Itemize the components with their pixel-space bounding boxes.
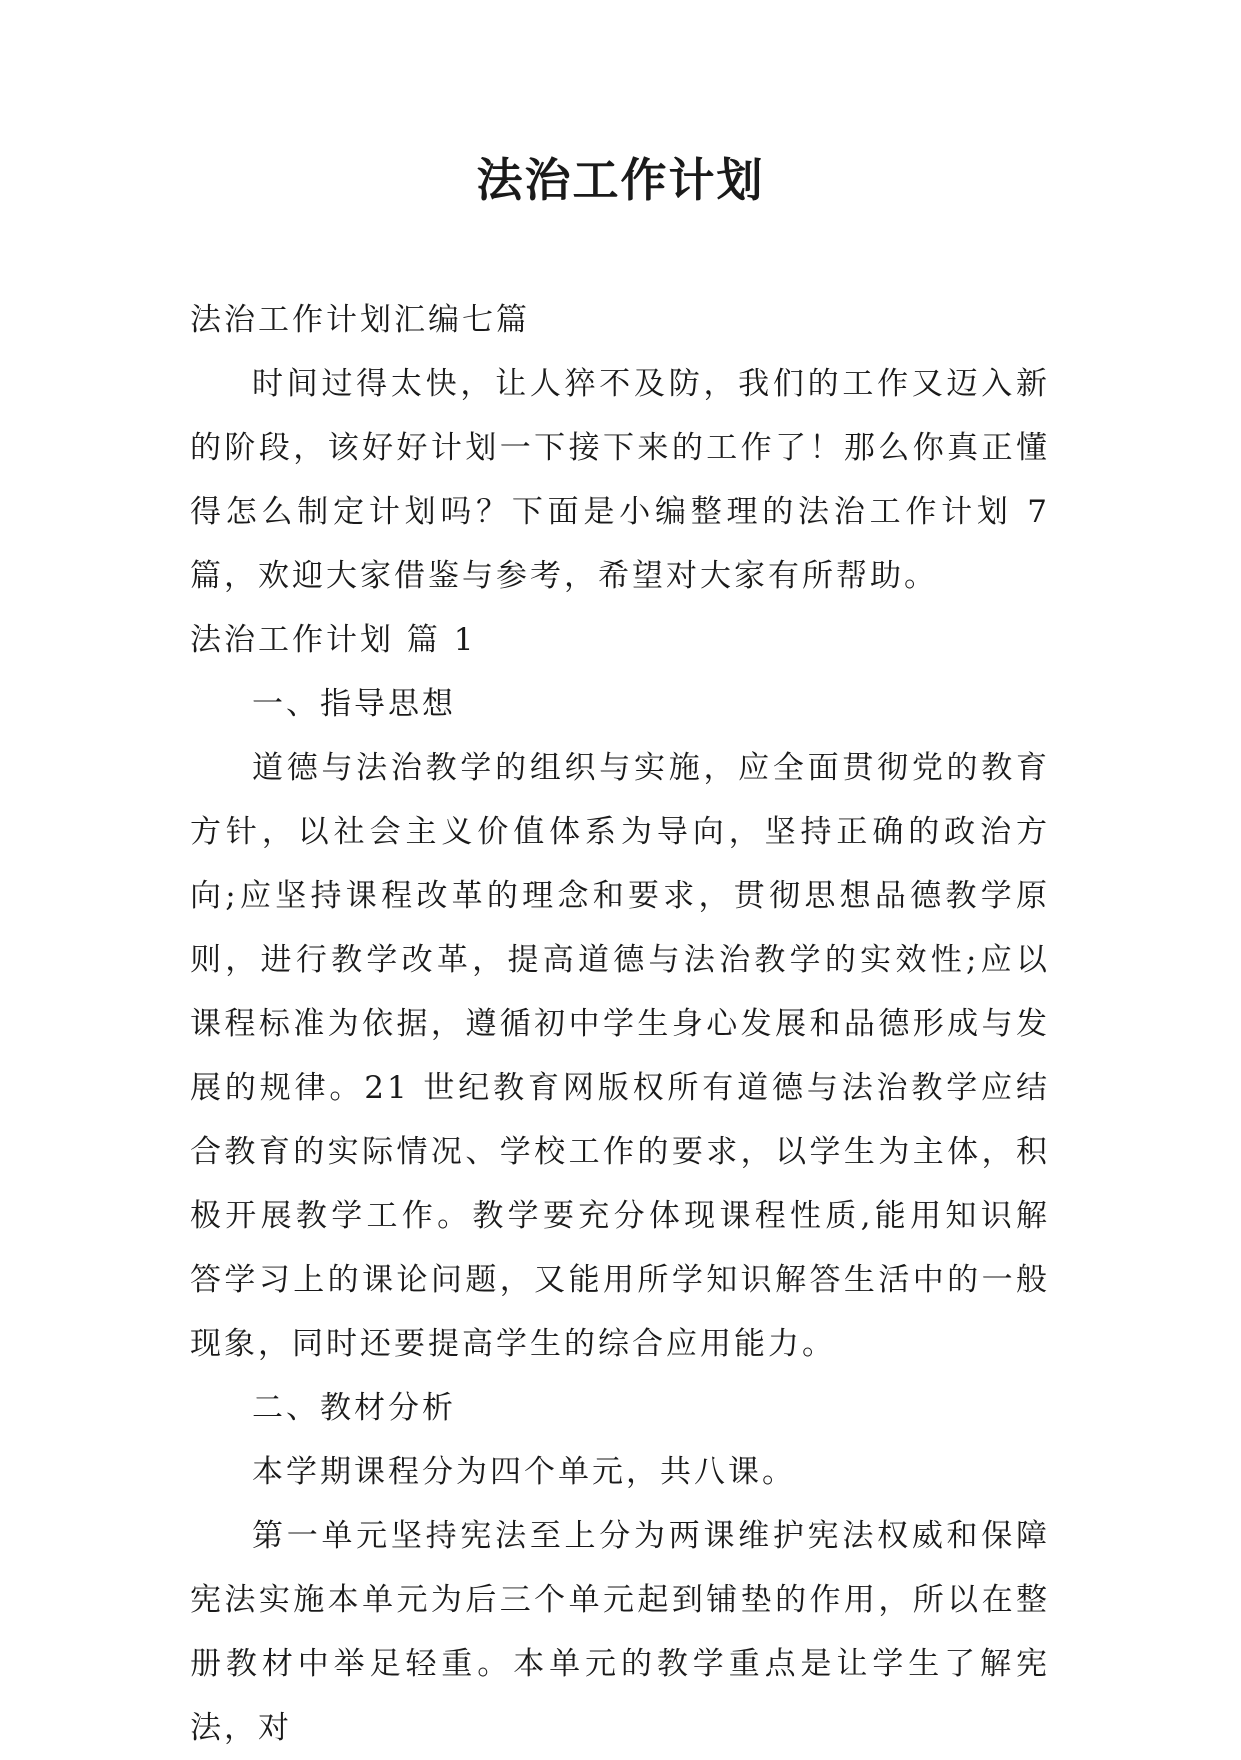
document-title: 法治工作计划 [476,153,765,207]
paragraph-textbook-analysis-heading: 二、教材分析 [252,1390,456,1426]
paragraph-unit-one: 第一单元坚持宪法至上分为两课维护宪法权威和保障宪法实施本单元为后三个单元起到铺垫的作用，所以在整册教材中举足轻重。本单元的教学重点是让学生了解宪法，对 [190,1518,1050,1746]
paragraph-collection-heading: 法治工作计划汇编七篇 [190,302,530,338]
paragraph-guiding-ideology: 道德与法治教学的组织与实施，应全面贯彻党的教育方针，以社会主义价值体系为导向，坚持正确的政治方向;应坚持课程改革的理念和要求，贯彻思想品德教学原则，进行教学改革，提高道德与法治教学的实效性;应以课程标准为依据，遵循初中学生身心发展和品德形成与发展的规律。21 世纪教育网版权所有道德与法治教学应结合教育的实际情况、学校工作的要求，以学生为主体，积极开展教学工作。教学要充分体现课程性质,能用知识解答学习上的课论问题，又能用所学知识解答生活中的一般现象，同时还要提高学生的综合应用能力。 [190,750,1050,1362]
document-body [190,288,1050,1760]
paragraph-course-units: 本学期课程分为四个单元，共八课。 [252,1454,796,1490]
paragraph-intro: 时间过得太快，让人猝不及防，我们的工作又迈入新的阶段，该好好计划一下接下来的工作了！那么你真正懂得怎么制定计划吗？下面是小编整理的法治工作计划 7 篇，欢迎大家借鉴与参考，希望对大家有所帮助。 [190,366,1050,594]
paragraph-guiding-ideology-heading: 一、指导思想 [252,686,456,722]
paragraph-section-heading: 法治工作计划 篇 1 [190,622,477,658]
